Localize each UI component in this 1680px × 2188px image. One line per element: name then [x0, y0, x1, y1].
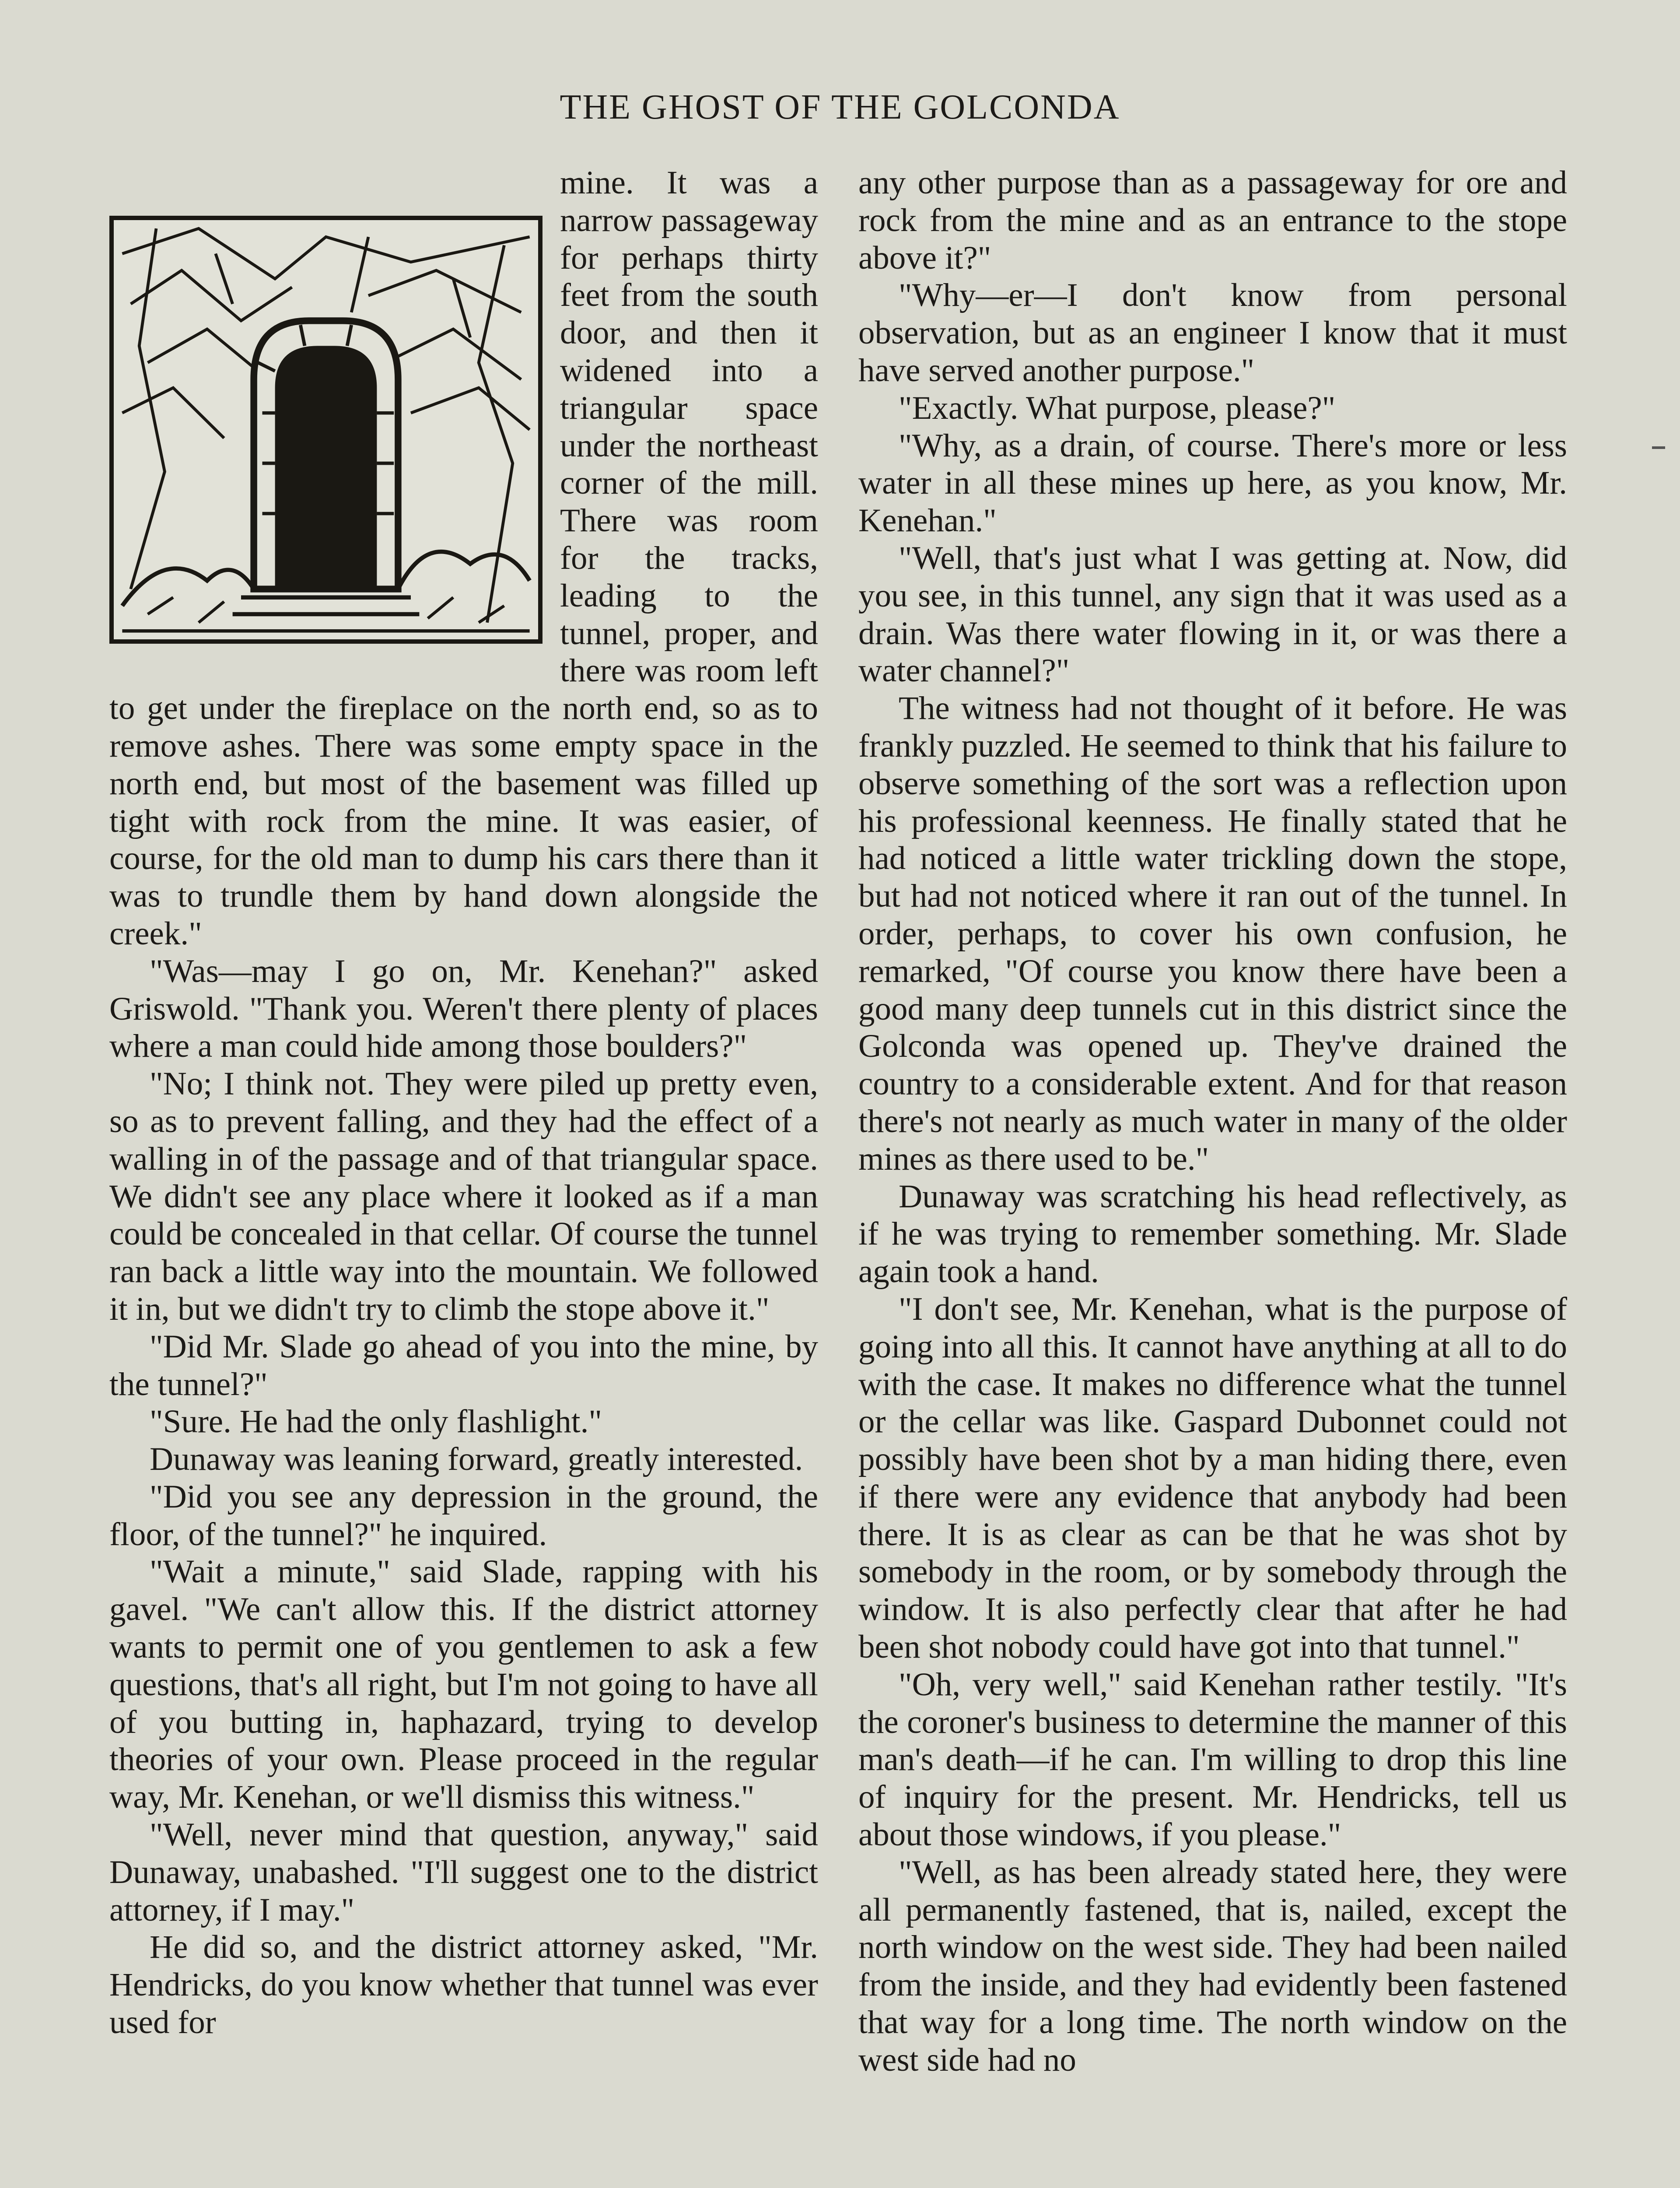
paragraph: "No; I think not. They were piled up pretty even, so as to prevent falling, and they had the effect of a walling in of the passage and of that triangular space. We didn't see any place where it looked as if a man could be concealed in that cellar. Of course the tunnel ran back a little way into the mountain. We followed it in, but we didn't try to climb the stope above it." [109, 1066, 818, 1327]
paragraph: "Why, as a drain, of course. There's more or less water in all these mines up here, as you know, Mr. Kenehan." [858, 427, 1567, 539]
paragraph: "Oh, very well," said Kenehan rather testily. "It's the coroner's business to determine the manner of this man's death—if he can. I'm willing to drop this line of inquiry for the present. Mr. Hendricks, tell us about those windows, if you please." [858, 1666, 1567, 1853]
paragraph: "Well, that's just what I was getting at. Now, did you see, in this tunnel, any sign that it was used as a drain. Was there water flowing in it, or was there a water channel?" [858, 540, 1567, 689]
paragraph: "Was—may I go on, Mr. Kenehan?" asked Griswold. "Thank you. Weren't there plenty of places where a man could hide among those boulders?" [109, 953, 818, 1065]
paragraph: "Exactly. What purpose, please?" [899, 389, 1336, 426]
paragraph: "Why—er—I don't know from personal observation, but as an engineer I know that it must have served another purpose." [858, 277, 1567, 389]
paragraph: Dunaway was leaning forward, greatly interested. [150, 1441, 803, 1478]
paragraph: "I don't see, Mr. Kenehan, what is the purpose of going into all this. It cannot have anything at all to do with the case. It makes no difference what the tunnel or the cellar was like. Gaspard Dubonnet could not possibly have been shot by a man hiding there, even if there were any evidence that anybody had been there. It is as clear as can be that he was shot by somebody in the room, or by somebody through the window. It is also perfectly clear that after he had been shot nobody could have got into that tunnel." [858, 1290, 1567, 1666]
paragraph: "Wait a minute," said Slade, rapping with his gavel. "We can't allow this. If the district attorney wants to permit one of you gentlemen to ask a few questions, that's all right, but I'm not going to have all of you butting in, haphazard, trying to develop theories of your own. Please proceed in the regular way, Mr. Kenehan, or we'll dismiss this witness." [109, 1553, 818, 1816]
paragraph: "Sure. He had the only flashlight." [150, 1403, 602, 1440]
mine-tunnel-entrance-icon [109, 216, 542, 644]
paragraph: mine. It was a narrow passageway for perhaps thirty feet from the south door, and then it widened into a triangular space under the northeast corner of the mill. There was room for the tracks, leading to the tunnel, proper, and there was room left to get under the fireplace on the north end, so as to remove ashes. There was some empty space in the north end, but most of the basement was filled up tight with rock from the mine. It was easier, of course, for the old man to dump his cars there than it was to trundle them by hand down alongside the creek." [109, 165, 818, 952]
paragraph: "Well, as has been already stated here, they were all permanently fastened, that is, nailed, except the north window on the west side. They had been nailed from the inside, and they had evidently been fastened that way for a long time. The north window on the west side had no [858, 1854, 1567, 2078]
left-text-column [109, 164, 818, 2041]
right-text-column [858, 164, 1567, 2079]
paragraph: He did so, and the district attorney asked, "Mr. Hendricks, do you know whether that tunnel was ever used for [109, 1929, 818, 2041]
paragraph: "Did Mr. Slade go ahead of you into the mine, by the tunnel?" [109, 1328, 818, 1403]
paragraph: Dunaway was scratching his head reflectively, as if he was trying to remember something. Mr. Slade again took a hand. [858, 1178, 1567, 1290]
margin-mark [1652, 446, 1665, 449]
paragraph: "Well, never mind that question, anyway," said Dunaway, unabashed. "I'll suggest one to the district attorney, if I may." [109, 1816, 818, 1928]
page-title: THE GHOST OF THE GOLCONDA [560, 88, 1120, 126]
paragraph: "Did you see any depression in the ground, the floor, of the tunnel?" he inquired. [109, 1478, 818, 1553]
paragraph: any other purpose than as a passageway for ore and rock from the mine and as an entrance to the stope above it?" [858, 165, 1567, 276]
paragraph: The witness had not thought of it before. He was frankly puzzled. He seemed to think that his failure to observe something of the sort was a reflection upon his professional keenness. He finally stated that he had noticed a little water trickling down the stope, but had not noticed where it ran out of the tunnel. In order, perhaps, to cover his own confusion, he remarked, "Of course you know there have been a good many deep tunnels cut in this district since the Golconda was opened up. They've drained the country to a considerable extent. And for that reason there's not nearly as much water in many of the older mines as there used to be." [858, 690, 1567, 1177]
